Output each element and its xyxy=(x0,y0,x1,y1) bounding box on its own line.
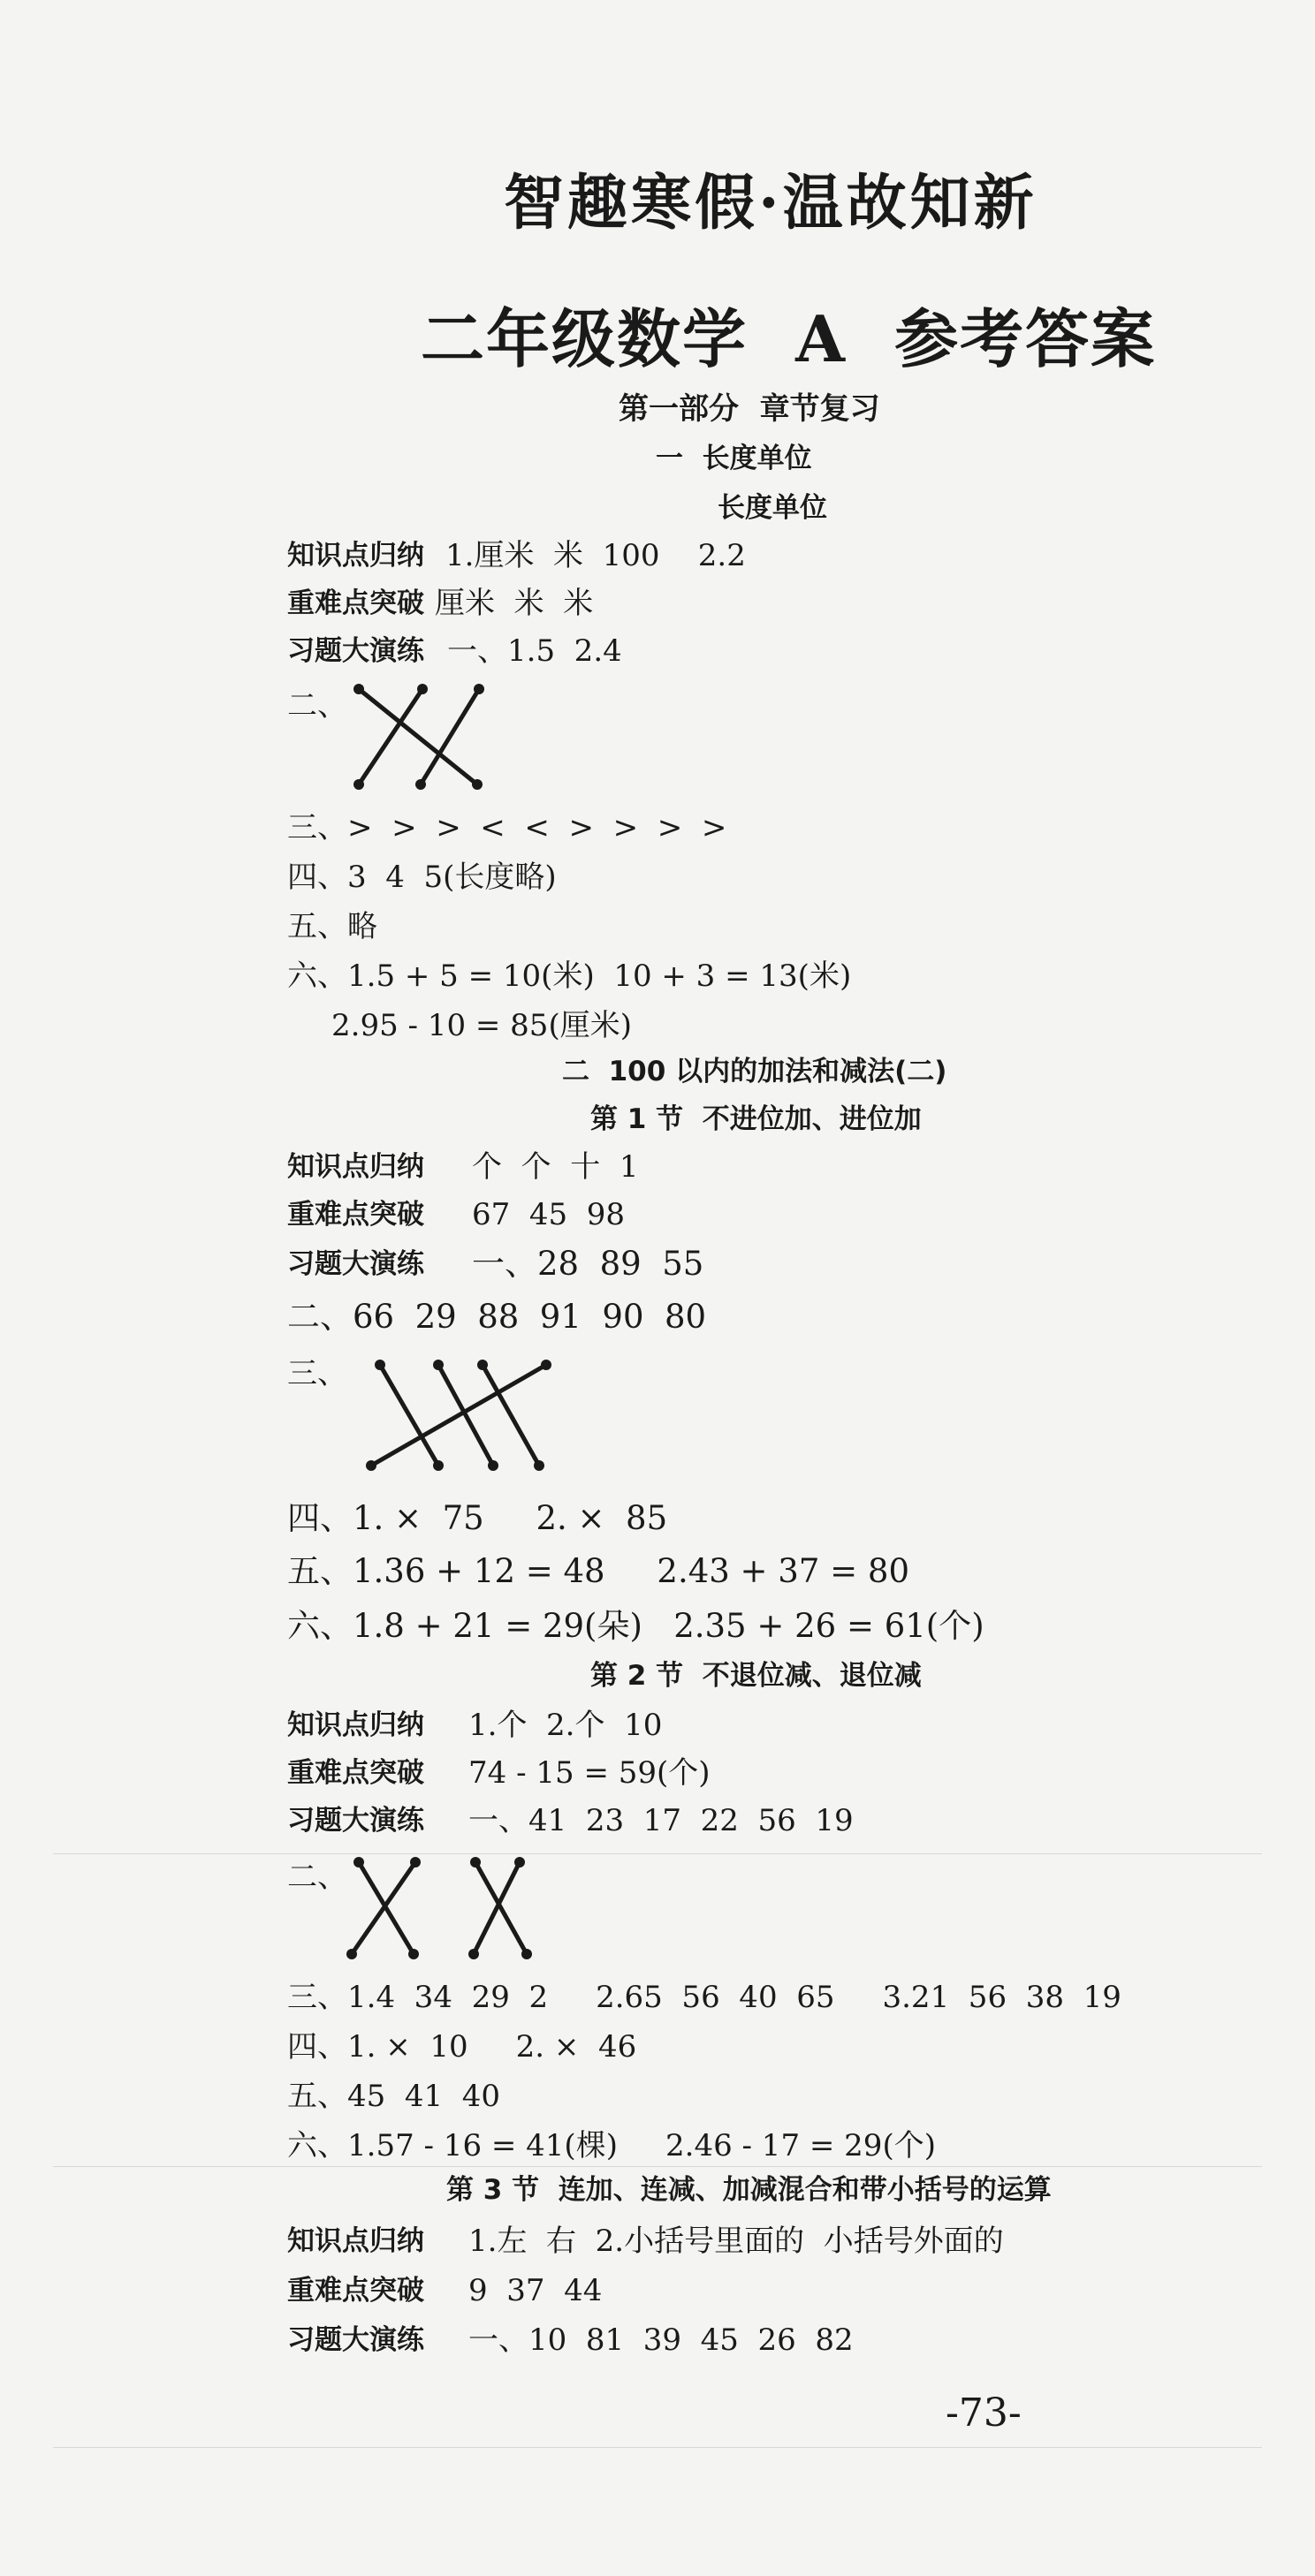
u1-match-line-2 xyxy=(359,689,422,784)
u1-q3: 三、> > > < < > > > > xyxy=(287,810,727,845)
series-title: 智趣寒假·温故知新 xyxy=(504,168,1038,239)
s3-label-key-points: 重难点突破 xyxy=(287,2275,424,2307)
s2-text-knowledge: 1.个 2.个 10 xyxy=(468,1708,663,1743)
page-number: -73- xyxy=(946,2390,1022,2436)
s1-text-knowledge: 个 个 十 1 xyxy=(472,1149,639,1185)
book-title: 二年级数学 A 参考答案 xyxy=(421,301,1157,376)
s2-q5: 五、45 41 40 xyxy=(287,2079,501,2114)
s3-label-exercises: 习题大演练 xyxy=(287,2324,424,2356)
unit2-title: 二 100 以内的加法和减法(二) xyxy=(562,1056,947,1087)
s2-label-key-points: 重难点突破 xyxy=(287,1757,424,1789)
unit1-title: 一 长度单位 xyxy=(656,443,812,474)
u1-q6a: 六、1.5 + 5 = 10(米) 10 + 3 = 13(米) xyxy=(287,958,852,994)
faint-rule-1 xyxy=(53,1853,1262,1854)
s1-matching-lines xyxy=(362,1356,557,1480)
u1-q2-prefix: 二、 xyxy=(287,688,347,724)
s1-label-knowledge: 知识点归纳 xyxy=(287,1151,424,1183)
u1-label-knowledge: 知识点归纳 xyxy=(287,540,424,572)
s1-q5: 五、1.36 + 12 = 48 2.43 + 37 = 80 xyxy=(287,1552,909,1590)
s1-q2: 二、66 29 88 91 90 80 xyxy=(287,1298,707,1336)
s1-match-line-4 xyxy=(371,1365,546,1466)
s2-q2-prefix: 二、 xyxy=(287,1860,347,1895)
u1-q6b: 2.95 - 10 = 85(厘米) xyxy=(331,1008,632,1043)
s2-q3: 三、1.4 34 29 2 2.65 56 40 65 3.21 56 38 19 xyxy=(287,1980,1121,2015)
s1-q3-prefix: 三、 xyxy=(287,1356,347,1391)
s3-text-knowledge: 1.左 右 2.小括号里面的 小括号外面的 xyxy=(468,2224,1004,2259)
s1-text-key-points: 67 45 98 xyxy=(472,1197,626,1232)
sec1-title: 第 1 节 不进位加、进位加 xyxy=(590,1103,922,1135)
u1-q4: 四、3 4 5(长度略) xyxy=(287,860,557,895)
u1-label-key-points: 重难点突破 xyxy=(287,587,424,619)
s1-q4: 四、1. × 75 2. × 85 xyxy=(287,1499,668,1537)
u1-match-line-1 xyxy=(359,689,477,784)
u1-text-knowledge: 1.厘米 米 100 2.2 xyxy=(445,538,746,573)
s2-label-knowledge: 知识点归纳 xyxy=(287,1709,424,1741)
s1-match-line-3 xyxy=(483,1365,539,1466)
s2-match-line-4 xyxy=(474,1862,520,1954)
u1-text-key-points: 厘米 米 米 xyxy=(435,586,594,621)
faint-rule-2 xyxy=(53,2166,1262,2167)
u1-match-line-3 xyxy=(421,689,479,784)
u1-text-exercises: 一、1.5 2.4 xyxy=(447,633,622,669)
s2-matching-lines xyxy=(345,1853,539,1968)
s3-label-knowledge: 知识点归纳 xyxy=(287,2225,424,2257)
u1-q5: 五、略 xyxy=(287,909,377,944)
sec3-title: 第 3 节 连加、连减、加减混合和带小括号的运算 xyxy=(446,2174,1052,2206)
s2-q6: 六、1.57 - 16 = 41(棵) 2.46 - 17 = 29(个) xyxy=(287,2128,936,2163)
s1-label-exercises: 习题大演练 xyxy=(287,1248,424,1280)
s2-match-line-3 xyxy=(475,1862,527,1954)
part-title: 第一部分 章节复习 xyxy=(619,391,880,427)
s2-q4: 四、1. × 10 2. × 46 xyxy=(287,2029,637,2065)
sec2-title: 第 2 节 不退位减、退位减 xyxy=(590,1660,922,1692)
s1-q6: 六、1.8 + 21 = 29(朵) 2.35 + 26 = 61(个) xyxy=(287,1607,984,1645)
faint-rule-3 xyxy=(53,2447,1262,2448)
u1-label-exercises: 习题大演练 xyxy=(287,635,424,667)
s2-label-exercises: 习题大演练 xyxy=(287,1805,424,1837)
s2-text-key-points: 74 - 15 = 59(个) xyxy=(468,1755,711,1791)
s1-label-key-points: 重难点突破 xyxy=(287,1199,424,1231)
unit1-subtitle: 长度单位 xyxy=(718,492,827,524)
s1-text-exercises: 一、28 89 55 xyxy=(472,1245,704,1283)
s1-match-line-1 xyxy=(380,1365,438,1466)
s2-text-exercises: 一、41 23 17 22 56 19 xyxy=(468,1803,854,1838)
u1-matching-lines xyxy=(345,680,504,795)
s1-match-line-2 xyxy=(438,1365,493,1466)
s3-text-exercises: 一、10 81 39 45 26 82 xyxy=(468,2322,854,2358)
s3-text-key-points: 9 37 44 xyxy=(468,2273,603,2308)
